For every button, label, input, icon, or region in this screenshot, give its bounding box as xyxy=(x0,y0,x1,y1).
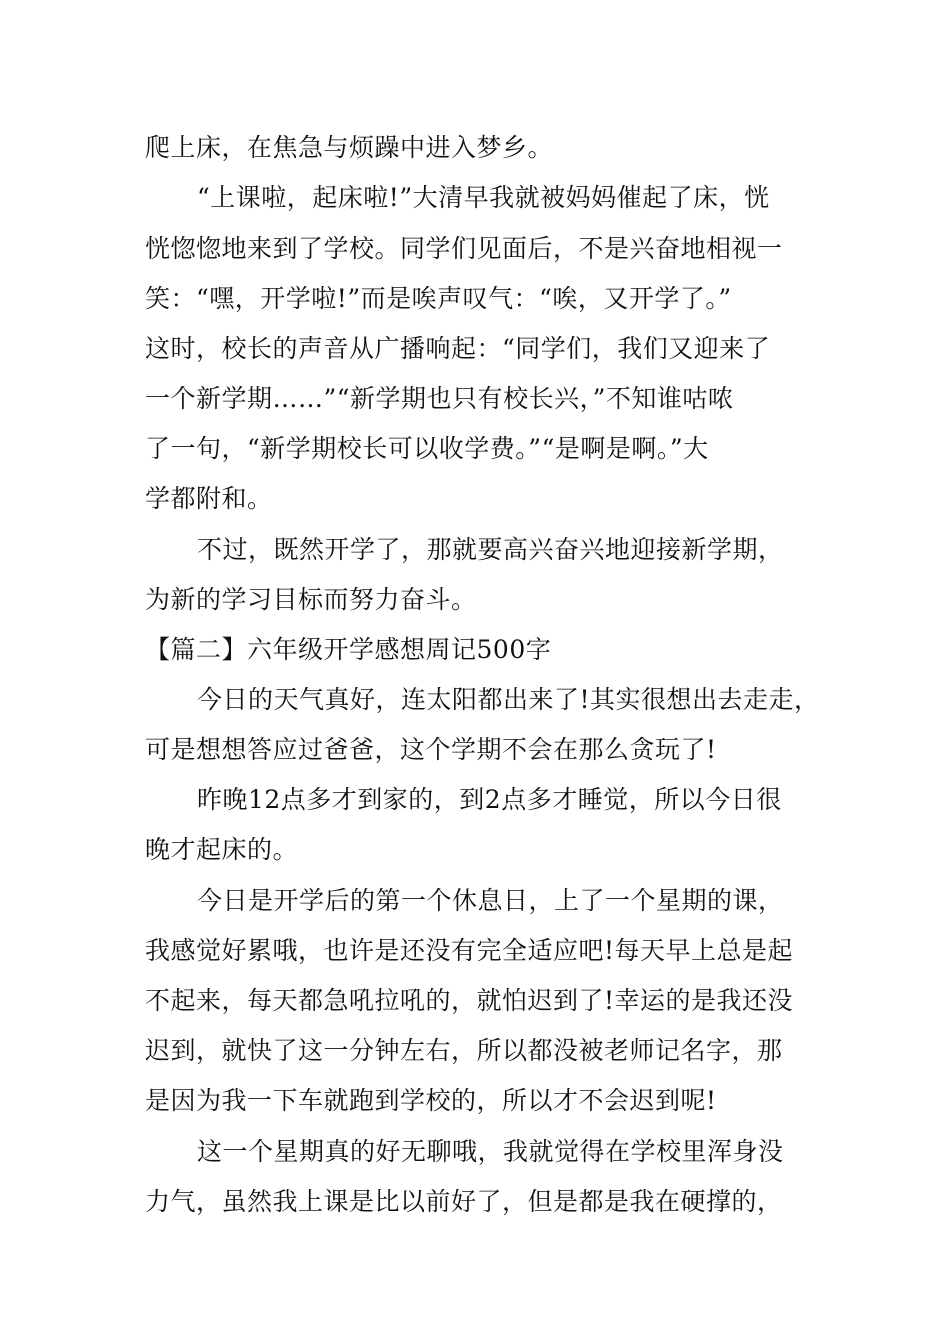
text-line: 可是想想答应过爸爸，这个学期不会在那么贪玩了! xyxy=(145,735,717,764)
paragraph-start: 昨晚12点多才到家的，到2点多才睡觉，所以今日很 xyxy=(197,785,782,814)
text-line: 晚才起床的。 xyxy=(145,835,299,864)
text-line: 力气，虽然我上课是比以前好了，但是都是我在硬撑的， xyxy=(145,1187,783,1216)
paragraph-start: “上课啦，起床啦!”大清早我就被妈妈催起了床，恍 xyxy=(197,183,770,212)
text-line: 不起来，每天都急吼拉吼的，就怕迟到了!幸运的是我还没 xyxy=(145,986,794,1015)
section-heading: 【篇二】六年级开学感想周记500字 xyxy=(145,635,552,664)
text-line: 笑：“嘿，开学啦!”而是唉声叹气：“唉，又开学了。” xyxy=(145,284,732,313)
text-line: 我感觉好累哦，也许是还没有完全适应吧!每天早上总是起 xyxy=(145,936,794,965)
paragraph-start: 今日是开学后的第一个休息日，上了一个星期的课， xyxy=(197,886,784,915)
text-line: 恍惚惚地来到了学校。同学们见面后，不是兴奋地相视一 xyxy=(145,234,783,263)
paragraph-start: 不过，既然开学了，那就要高兴奋兴地迎接新学期， xyxy=(197,535,784,564)
text-line: 迟到，就快了这一分钟左右，所以都没被老师记名字，那 xyxy=(145,1036,783,1065)
paragraph-start: 这一个星期真的好无聊哦，我就觉得在学校里浑身没 xyxy=(197,1137,784,1166)
text-line: 爬上床，在焦急与烦躁中进入梦乡。 xyxy=(145,133,554,162)
text-line: 一个新学期……”“新学期也只有校长兴，”不知谁咕哝 xyxy=(145,384,734,413)
text-line: 这时，校长的声音从广播响起：“同学们，我们又迎来了 xyxy=(145,334,771,363)
text-line: 为新的学习目标而努力奋斗。 xyxy=(145,585,477,614)
paragraph-start: 今日的天气真好，连太阳都出来了!其实很想出去走走， xyxy=(197,685,820,714)
text-line: 学都附和。 xyxy=(145,484,273,513)
text-line: 是因为我一下车就跑到学校的，所以才不会迟到呢! xyxy=(145,1086,717,1115)
text-line: 了一句，“新学期校长可以收学费。”“是啊是啊。”大 xyxy=(145,434,709,463)
